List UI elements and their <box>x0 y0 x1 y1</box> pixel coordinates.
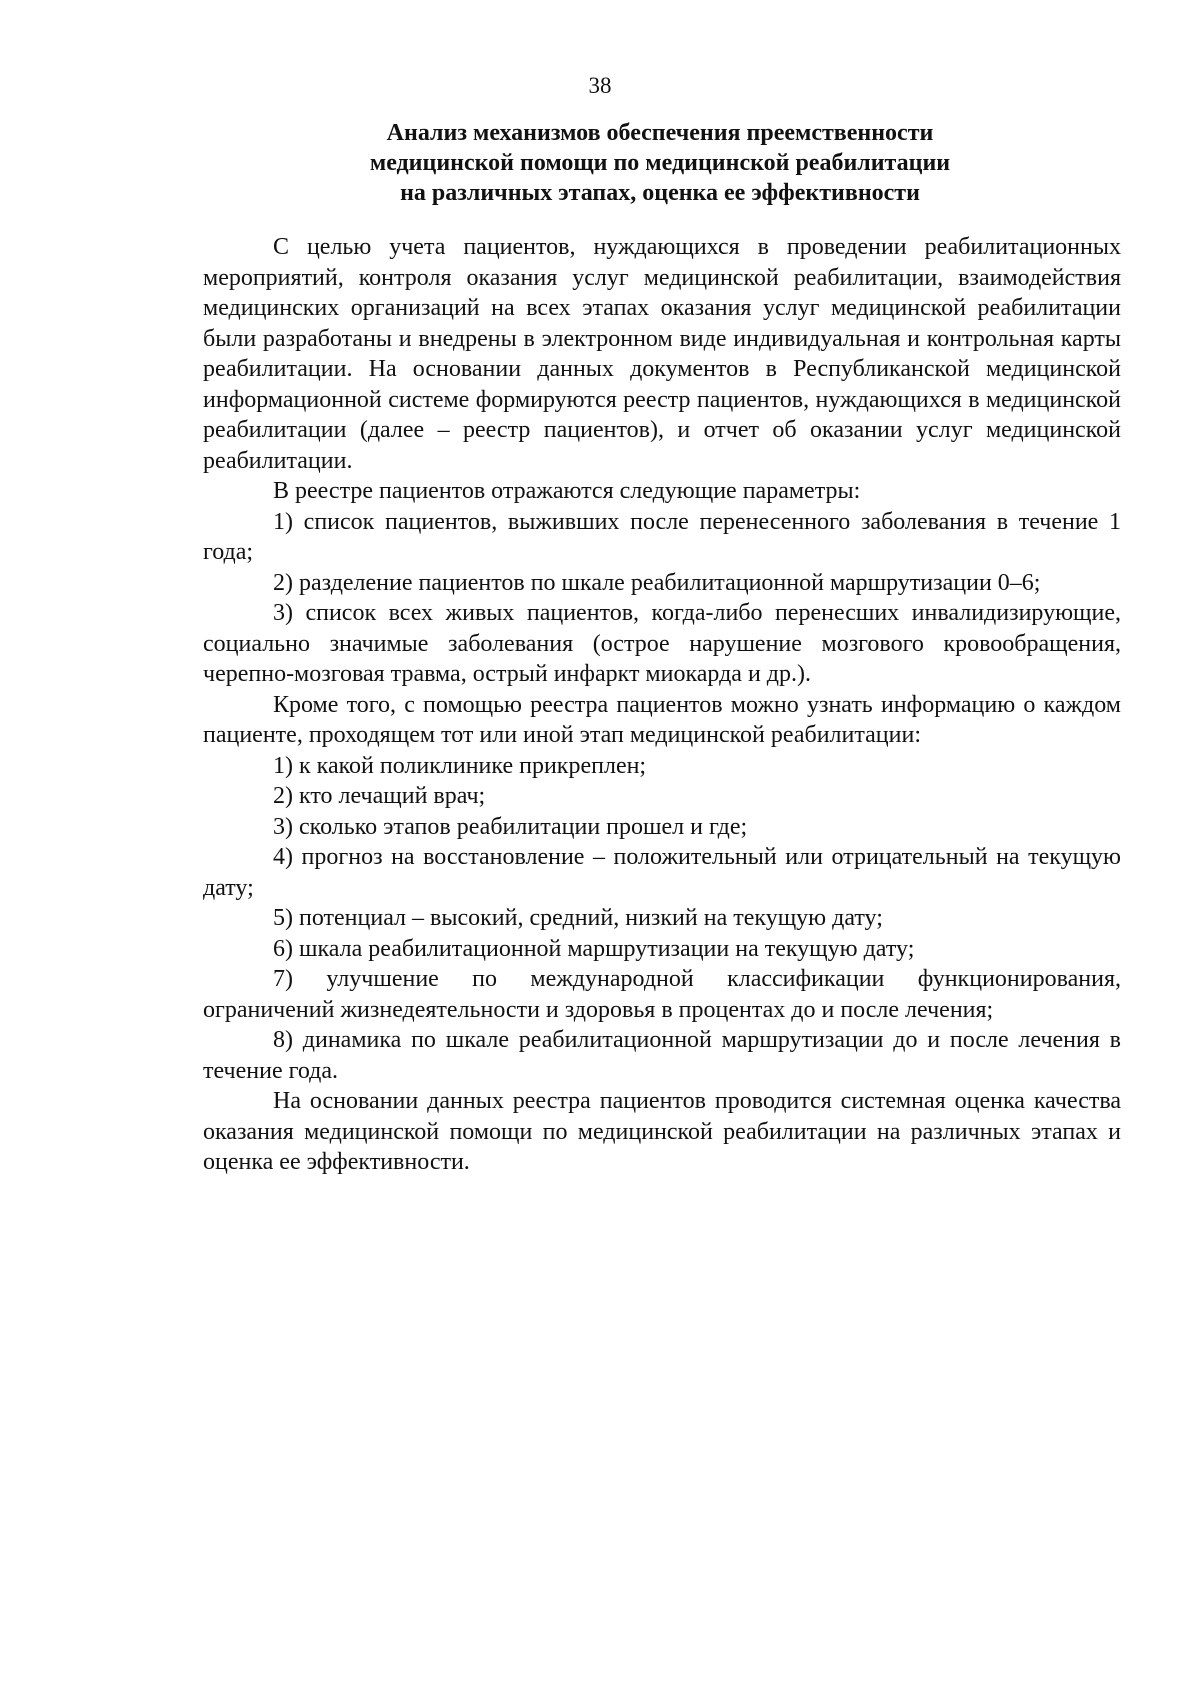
body-text <box>203 232 1121 1178</box>
list-item: 3) список всех живых пациентов, когда-либо перенесших инвалидизирующие, социально значимые заболевания (острое нарушение мозгового кровообращения, черепно-мозговая травма, острый инфаркт миокарда и др.). <box>203 600 1121 687</box>
list-item: 8) динамика по шкале реабилитационной маршрутизации до и после лечения в течение года. <box>203 1027 1121 1084</box>
list-item: 2) разделение пациентов по шкале реабилитационной маршрутизации 0–6; <box>273 569 1041 596</box>
paragraph: На основании данных реестра пациентов проводится системная оценка качества оказания медицинской помощи по медицинской реабилитации на различных этапах и оценка ее эффективности. <box>203 1088 1121 1175</box>
page-number: 38 <box>588 73 612 98</box>
paragraph: В реестре пациентов отражаются следующие параметры: <box>273 478 861 504</box>
list-item: 1) список пациентов, выживших после перенесенного заболевания в течение 1 года; <box>203 508 1121 565</box>
heading-line: медицинской помощи по медицинской реабилитации <box>369 150 951 176</box>
list-item: 1) к какой поликлинике прикреплен; <box>273 752 647 779</box>
paragraph: Кроме того, с помощью реестра пациентов можно узнать информацию о каждом пациенте, проходящем тот или иной этап медицинской реабилитации: <box>203 691 1121 748</box>
heading-line: на различных этапах, оценка ее эффективности <box>400 180 920 206</box>
list-item: 3) сколько этапов реабилитации прошел и где; <box>273 813 748 840</box>
list-item: 5) потенциал – высокий, средний, низкий на текущую дату; <box>273 905 883 931</box>
list-item: 6) шкала реабилитационной маршрутизации на текущую дату; <box>273 935 915 962</box>
list-item: 2) кто лечащий врач; <box>273 783 486 809</box>
list-item: 7) улучшение по международной классификации функционирования, ограничений жизнедеятельности и здоровья в процентах до и после лечения; <box>203 966 1121 1023</box>
list-item: 4) прогноз на восстановление – положительный или отрицательный на текущую дату; <box>203 844 1121 901</box>
heading-line: Анализ механизмов обеспечения преемственности <box>386 120 934 146</box>
paragraph: С целью учета пациентов, нуждающихся в проведении реабилитационных мероприятий, контроля оказания услуг медицинской реабилитации, взаимодействия медицинских организаций на всех этапах оказания услуг медицинской реабилитации были разработаны и внедрены в электронном виде индивидуальная и контрольная карты реабилитации. На основании данных документов в Республиканской медицинской информационной системе формируются реестр пациентов, нуждающихся в медицинской реабилитации (далее – реестр пациентов), и отчет об оказании услуг медицинской реабилитации. <box>203 234 1121 474</box>
section-heading <box>200 118 1120 208</box>
